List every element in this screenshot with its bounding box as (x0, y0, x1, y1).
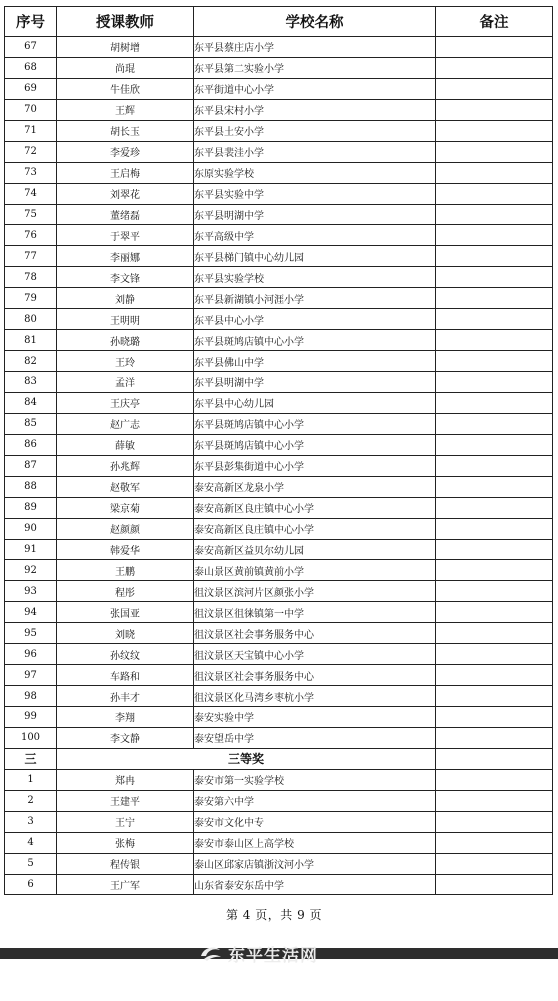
row-teacher: 刘静 (57, 288, 194, 309)
row-teacher: 王鹏 (57, 560, 194, 581)
row-teacher: 胡长玉 (57, 120, 194, 141)
table-row (5, 476, 553, 497)
row-school: 泰安高新区益贝尔幼儿园 (194, 539, 436, 560)
section-number: 三 (5, 748, 57, 769)
row-school: 东平街道中心小学 (194, 78, 436, 99)
row-teacher: 李翔 (57, 707, 194, 728)
table-row (5, 392, 553, 413)
table-row (5, 141, 553, 162)
row-number: 98 (5, 686, 57, 707)
row-teacher: 张国亚 (57, 602, 194, 623)
row-number: 86 (5, 434, 57, 455)
row-teacher: 赵颜颜 (57, 518, 194, 539)
row-teacher: 韩爱华 (57, 539, 194, 560)
row-remark (436, 769, 553, 790)
row-school: 泰安市第一实验学校 (194, 769, 436, 790)
table-row (5, 665, 553, 686)
row-remark (436, 434, 553, 455)
row-remark (436, 309, 553, 330)
row-teacher: 胡树增 (57, 37, 194, 58)
table-row (5, 225, 553, 246)
row-number: 81 (5, 330, 57, 351)
row-number: 99 (5, 707, 57, 728)
row-remark (436, 288, 553, 309)
row-remark (436, 581, 553, 602)
section-remark (436, 748, 553, 769)
row-remark (436, 225, 553, 246)
row-remark (436, 183, 553, 204)
row-teacher: 孙晓璐 (57, 330, 194, 351)
row-school: 东平县佛山中学 (194, 351, 436, 372)
header-no: 序号 (5, 7, 57, 37)
table-row (5, 769, 553, 790)
row-teacher: 李文锋 (57, 267, 194, 288)
row-remark (436, 78, 553, 99)
table-row (5, 602, 553, 623)
row-remark (436, 246, 553, 267)
table-row (5, 644, 553, 665)
row-number: 97 (5, 665, 57, 686)
table-row (5, 707, 553, 728)
row-remark (436, 120, 553, 141)
row-number: 68 (5, 57, 57, 78)
row-number: 2 (5, 790, 57, 811)
row-teacher: 车路和 (57, 665, 194, 686)
row-school: 东平县新湖镇小河涯小学 (194, 288, 436, 309)
row-school: 徂汶景区徂徕镇第一中学 (194, 602, 436, 623)
table-row (5, 853, 553, 874)
row-remark (436, 644, 553, 665)
row-remark (436, 832, 553, 853)
row-teacher: 梁京菊 (57, 497, 194, 518)
table-row (5, 518, 553, 539)
row-number: 94 (5, 602, 57, 623)
row-school: 泰安第六中学 (194, 790, 436, 811)
row-school: 泰安市文化中专 (194, 811, 436, 832)
table-row (5, 413, 553, 434)
table-row (5, 874, 553, 895)
row-remark (436, 57, 553, 78)
row-remark (436, 790, 553, 811)
row-number: 93 (5, 581, 57, 602)
row-remark (436, 727, 553, 748)
row-school: 徂汶景区化马湾乡枣杭小学 (194, 686, 436, 707)
row-remark (436, 560, 553, 581)
header-school: 学校名称 (194, 7, 436, 37)
row-remark (436, 141, 553, 162)
row-number: 5 (5, 853, 57, 874)
row-number: 70 (5, 99, 57, 120)
table-row (5, 309, 553, 330)
row-teacher: 赵敬军 (57, 476, 194, 497)
row-remark (436, 99, 553, 120)
row-remark (436, 707, 553, 728)
table-row (5, 204, 553, 225)
table-body-third-prize (5, 769, 553, 895)
table-row (5, 790, 553, 811)
row-teacher: 牛佳欣 (57, 78, 194, 99)
row-school: 东原实验学校 (194, 162, 436, 183)
table-row (5, 497, 553, 518)
row-school: 徂汶景区社会事务服务中心 (194, 623, 436, 644)
watermark-text: 东平生活网 (228, 945, 318, 966)
row-school: 泰安高新区龙泉小学 (194, 476, 436, 497)
row-remark (436, 518, 553, 539)
row-number: 74 (5, 183, 57, 204)
row-school: 东平县斑鸠店镇中心小学 (194, 330, 436, 351)
row-remark (436, 372, 553, 393)
row-school: 泰山景区黄前镇黄前小学 (194, 560, 436, 581)
table-row (5, 372, 553, 393)
table-header-row (5, 7, 553, 37)
row-number: 67 (5, 37, 57, 58)
row-remark (436, 392, 553, 413)
row-number: 84 (5, 392, 57, 413)
row-number: 1 (5, 769, 57, 790)
row-teacher: 孙丰才 (57, 686, 194, 707)
table-row (5, 267, 553, 288)
row-remark (436, 351, 553, 372)
row-remark (436, 204, 553, 225)
row-school: 东平县明湖中学 (194, 372, 436, 393)
row-number: 89 (5, 497, 57, 518)
row-number: 96 (5, 644, 57, 665)
table-row (5, 37, 553, 58)
table-row (5, 727, 553, 748)
row-teacher: 薛敏 (57, 434, 194, 455)
row-school: 东平县梯门镇中心幼儿园 (194, 246, 436, 267)
row-school: 东平县蔡庄店小学 (194, 37, 436, 58)
section-row (5, 748, 553, 769)
table-section-third-prize (5, 748, 553, 769)
row-remark (436, 686, 553, 707)
table-row (5, 434, 553, 455)
row-number: 87 (5, 455, 57, 476)
row-school: 泰安实验中学 (194, 707, 436, 728)
table-row (5, 832, 553, 853)
table-row (5, 330, 553, 351)
table-row (5, 120, 553, 141)
row-teacher: 王玲 (57, 351, 194, 372)
row-number: 75 (5, 204, 57, 225)
row-teacher: 李丽娜 (57, 246, 194, 267)
row-number: 92 (5, 560, 57, 581)
row-school: 泰安高新区良庄镇中心小学 (194, 497, 436, 518)
row-remark (436, 413, 553, 434)
row-remark (436, 602, 553, 623)
row-number: 91 (5, 539, 57, 560)
table-body-second-prize (5, 37, 553, 749)
row-remark (436, 330, 553, 351)
row-school: 东平县彭集街道中心小学 (194, 455, 436, 476)
table-row (5, 455, 553, 476)
row-number: 83 (5, 372, 57, 393)
row-teacher: 郑冉 (57, 769, 194, 790)
row-teacher: 孙兆辉 (57, 455, 194, 476)
row-number: 95 (5, 623, 57, 644)
row-school: 泰安望岳中学 (194, 727, 436, 748)
row-teacher: 王启梅 (57, 162, 194, 183)
row-number: 72 (5, 141, 57, 162)
table-row (5, 288, 553, 309)
table-row (5, 99, 553, 120)
row-teacher: 王辉 (57, 99, 194, 120)
row-number: 71 (5, 120, 57, 141)
row-school: 泰安高新区良庄镇中心小学 (194, 518, 436, 539)
row-school: 东平县斑鸠店镇中心小学 (194, 434, 436, 455)
row-teacher: 王建平 (57, 790, 194, 811)
row-school: 东平县土安小学 (194, 120, 436, 141)
row-teacher: 董绪磊 (57, 204, 194, 225)
award-table (4, 6, 553, 895)
row-teacher: 李文静 (57, 727, 194, 748)
table-row (5, 560, 553, 581)
row-remark (436, 623, 553, 644)
row-teacher: 王宁 (57, 811, 194, 832)
row-school: 徂汶景区天宝镇中心小学 (194, 644, 436, 665)
row-teacher: 王广军 (57, 874, 194, 895)
row-number: 90 (5, 518, 57, 539)
row-school: 泰安市泰山区上高学校 (194, 832, 436, 853)
table-row (5, 811, 553, 832)
site-watermark (198, 943, 318, 966)
row-number: 80 (5, 309, 57, 330)
row-school: 徂汶景区滨河片区颜张小学 (194, 581, 436, 602)
row-teacher: 刘翠花 (57, 183, 194, 204)
row-teacher: 孟洋 (57, 372, 194, 393)
row-school: 东平县实验中学 (194, 183, 436, 204)
row-school: 徂汶景区社会事务服务中心 (194, 665, 436, 686)
row-number: 82 (5, 351, 57, 372)
row-school: 东平县中心小学 (194, 309, 436, 330)
header-remark: 备注 (436, 7, 553, 37)
page-indicator: 第 4 页，共 9 页 (225, 908, 323, 922)
row-teacher: 王明明 (57, 309, 194, 330)
table-row (5, 57, 553, 78)
row-number: 78 (5, 267, 57, 288)
row-number: 88 (5, 476, 57, 497)
row-number: 4 (5, 832, 57, 853)
row-remark (436, 874, 553, 895)
table-row (5, 623, 553, 644)
row-teacher: 尚琨 (57, 57, 194, 78)
row-school: 东平县中心幼儿园 (194, 392, 436, 413)
row-remark (436, 37, 553, 58)
row-number: 85 (5, 413, 57, 434)
row-teacher: 刘晓 (57, 623, 194, 644)
row-number: 76 (5, 225, 57, 246)
row-number: 6 (5, 874, 57, 895)
row-remark (436, 539, 553, 560)
row-teacher: 孙纹纹 (57, 644, 194, 665)
table-row (5, 539, 553, 560)
row-remark (436, 476, 553, 497)
row-remark (436, 497, 553, 518)
row-teacher: 程彤 (57, 581, 194, 602)
swirl-logo-icon (198, 944, 224, 962)
row-remark (436, 455, 553, 476)
table-row (5, 246, 553, 267)
header-teacher: 授课教师 (57, 7, 194, 37)
row-school: 东平高级中学 (194, 225, 436, 246)
table-row (5, 183, 553, 204)
row-teacher: 程传银 (57, 853, 194, 874)
row-number: 100 (5, 727, 57, 748)
row-school: 东平县裴洼小学 (194, 141, 436, 162)
row-school: 东平县实验学校 (194, 267, 436, 288)
row-school: 山东省泰安东岳中学 (194, 874, 436, 895)
section-title: 三等奖 (57, 748, 436, 769)
table-row (5, 686, 553, 707)
table-row (5, 162, 553, 183)
row-teacher: 赵广志 (57, 413, 194, 434)
table-row (5, 581, 553, 602)
row-number: 73 (5, 162, 57, 183)
row-school: 东平县明湖中学 (194, 204, 436, 225)
row-teacher: 于翠平 (57, 225, 194, 246)
row-school: 东平县斑鸠店镇中心小学 (194, 413, 436, 434)
row-school: 东平县宋村小学 (194, 99, 436, 120)
row-school: 东平县第二实验小学 (194, 57, 436, 78)
row-number: 77 (5, 246, 57, 267)
row-school: 泰山区邱家店镇浙汶河小学 (194, 853, 436, 874)
row-remark (436, 267, 553, 288)
row-remark (436, 853, 553, 874)
row-remark (436, 665, 553, 686)
row-teacher: 王庆亭 (57, 392, 194, 413)
row-teacher: 张梅 (57, 832, 194, 853)
row-number: 79 (5, 288, 57, 309)
row-teacher: 李爱珍 (57, 141, 194, 162)
row-remark (436, 162, 553, 183)
table-row (5, 351, 553, 372)
table-row (5, 78, 553, 99)
row-remark (436, 811, 553, 832)
row-number: 69 (5, 78, 57, 99)
row-number: 3 (5, 811, 57, 832)
